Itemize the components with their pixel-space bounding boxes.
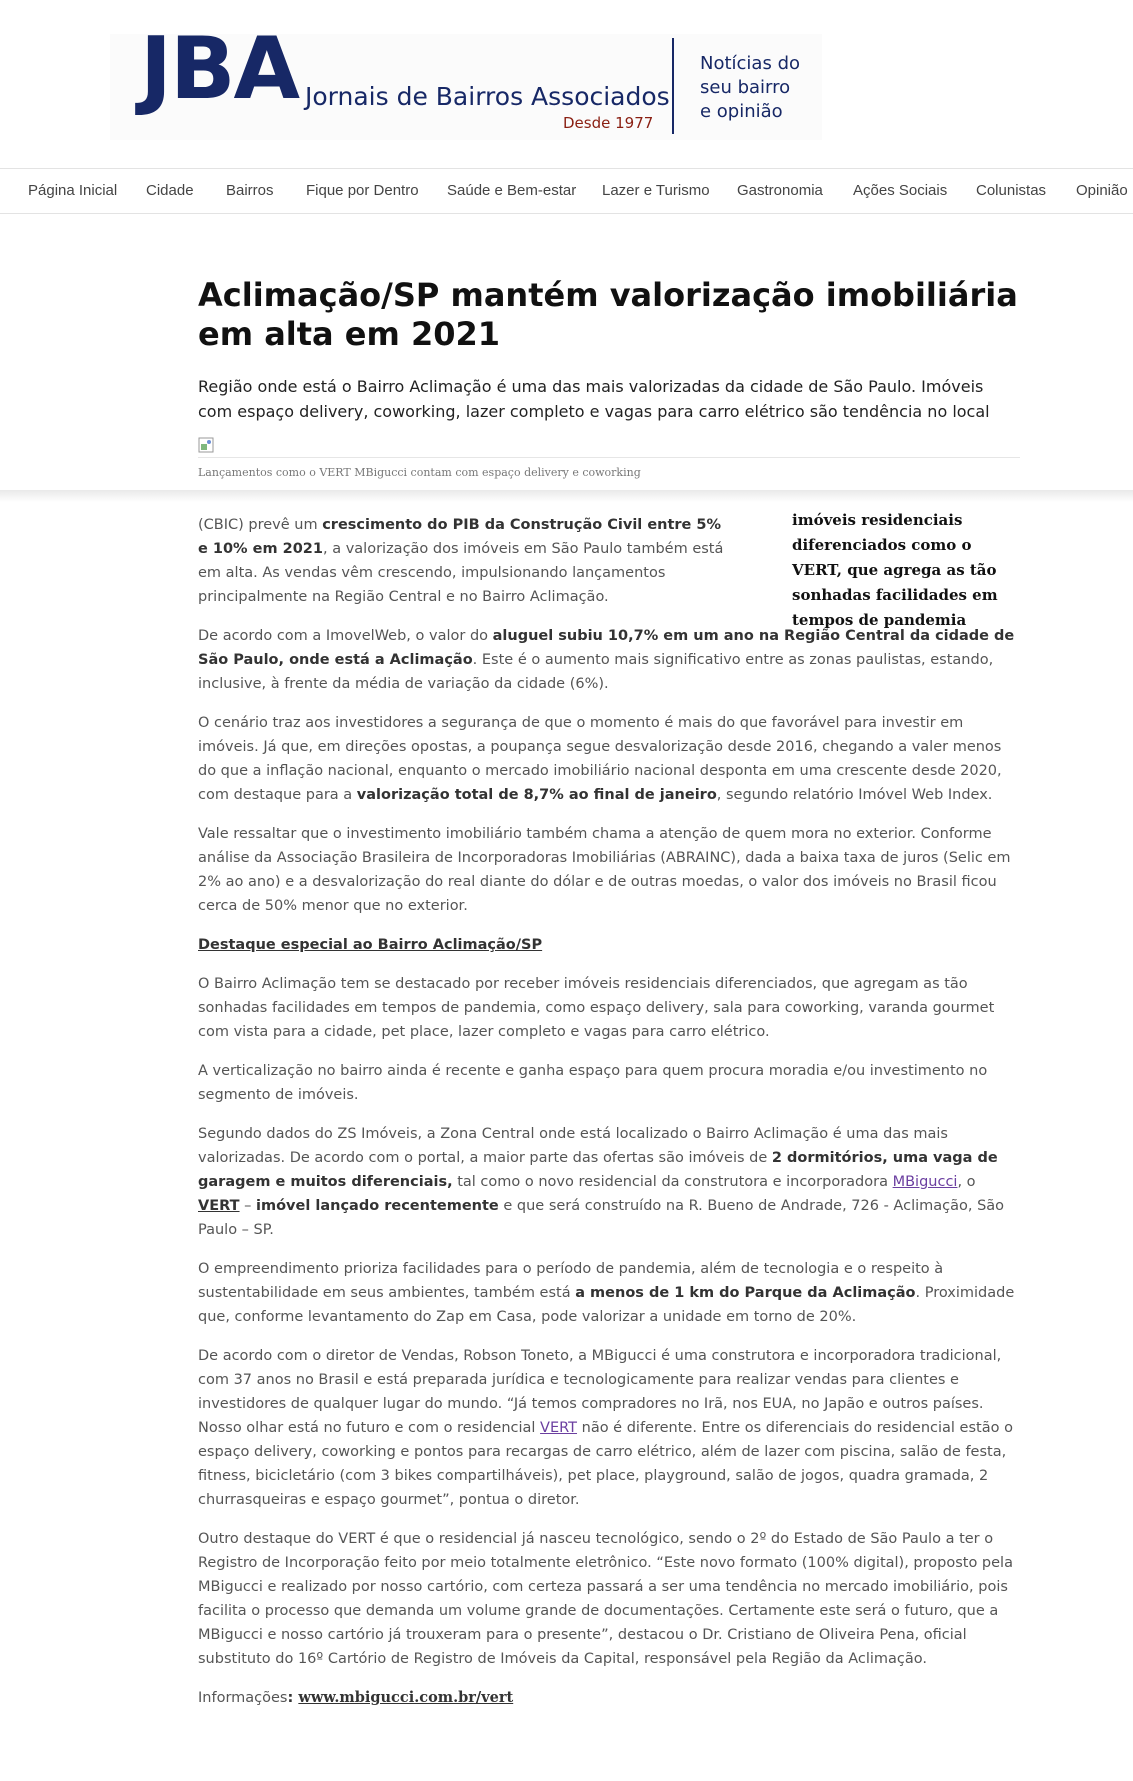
broken-image-icon — [198, 437, 214, 453]
paragraph-6: A verticalização no bairro ainda é recente e ganha espaço para quem procura moradia e/ou investimento no segmento de imóveis. — [198, 1063, 988, 1103]
nav-item-cidade[interactable]: Cidade — [146, 182, 194, 199]
nav-item-lazer-turismo[interactable]: Lazer e Turismo — [602, 182, 710, 199]
logo-tagline — [700, 52, 800, 124]
text: (CBIC) prevê um — [198, 517, 323, 533]
tagline-line-1: Notícias do — [700, 53, 801, 74]
text: , segundo relatório Imóvel Web Index. — [716, 787, 993, 803]
text: , o — [957, 1174, 976, 1190]
text-bold: 2 dormitórios, uma vaga de garagem e muitos diferenciais, — [198, 1150, 998, 1190]
nav-item-opiniao[interactable]: Opinião — [1076, 182, 1128, 199]
text: De acordo com o diretor de Vendas, Robson Toneto, a MBigucci é uma construtora e incorporadora tradicional, com 37 anos no Brasil e está preparada jurídica e tecnologicamente para realizar vendas para clientes e investidores de qualquer lugar do mundo. “Já temos compradores no Irã, nos EUA, no Japão e outros países. Nosso olhar está no futuro e com o residencial — [198, 1348, 1002, 1436]
info-colon: : — [287, 1690, 299, 1706]
text-bold: aluguel subiu 10,7% em um ano na Região Central da cidade de São Paulo, onde está a Aclimação — [198, 628, 1015, 668]
paragraph-10: Outro destaque do VERT é que o residencial já nasceu tecnológico, sendo o 2º do Estado de São Paulo a ter o Registro de Incorporação feito por meio totalmente eletrônico. “Este novo formato (100% digital), proposto pela MBigucci e realizado por nosso cartório, com certeza passará a ser uma tendência no mercado imobiliário, pois facilita o processo que demanda um volume grande de documentações. Certamente este será o futuro, que a MBigucci e nosso cartório já trouxeram para o presente”, destacou o Dr. Cristiano de Oliveira Pena, oficial substituto do 16º Cartório de Registro de Imóveis da Capital, responsável pela Região da Aclimação. — [198, 1531, 1013, 1667]
subhead-text: Destaque especial ao Bairro Aclimação/SP — [198, 937, 543, 953]
logo-since: Desde 1977 — [563, 114, 654, 132]
paragraph-4: Vale ressaltar que o investimento imobiliário também chama a atenção de quem mora no exterior. Conforme análise da Associação Brasileira de Incorporadoras Imobiliárias (ABRAINC), dada a baixa taxa de juros (Selic em 2% ao ano) e a desvalorização do real diante do dólar e de outras moedas, o valor dos imóveis no Brasil ficou cerca de 50% menor que no exterior. — [198, 826, 1011, 914]
text: Segundo dados do ZS Imóveis, a Zona Central onde está localizado o Bairro Aclimação é uma das mais valorizadas. De acordo com o portal, a maior parte das ofertas são imóveis de — [198, 1126, 948, 1166]
text-bold: a menos de 1 km do Parque da Aclimação — [575, 1285, 916, 1301]
paragraph-1 — [198, 513, 728, 609]
nav-item-pagina-inicial[interactable]: Página Inicial — [28, 182, 118, 199]
text: De acordo com a ImovelWeb, o valor do — [198, 628, 493, 644]
paragraph-2 — [198, 624, 1020, 696]
tagline-line-2: seu bairro — [700, 77, 791, 98]
site-logo[interactable] — [110, 19, 822, 140]
website-link[interactable]: www.mbigucci.com.br/vert — [298, 1689, 514, 1706]
text-bold: crescimento do PIB da Construção Civil entre 5% e 10% em 2021 — [198, 517, 722, 557]
logo-mark: JBA — [140, 19, 299, 119]
text: . Este é o aumento mais significativo entre as zonas paulistas, estando, inclusive, à frente da média de variação da cidade (6%). — [198, 652, 994, 692]
text-bold: imóvel lançado recentemente — [256, 1198, 499, 1214]
logo-divider — [672, 38, 674, 134]
article-title: Aclimação/SP mantém valorização imobiliária em alta em 2021 — [198, 276, 1018, 353]
article-dek: Região onde está o Bairro Aclimação é uma das mais valorizadas da cidade de São Paulo. Imóveis com espaço delivery, coworking, lazer completo e vagas para carro elétrico são tendência no local — [198, 377, 990, 421]
tagline-line-3: e opinião — [700, 101, 783, 122]
content-shadow — [0, 490, 1133, 502]
info-line — [198, 1686, 1020, 1710]
site-header — [0, 0, 1133, 168]
main-nav — [0, 168, 1133, 214]
paragraph-5: O Bairro Aclimação tem se destacado por receber imóveis residenciais diferenciados, que agregam as tão sonhadas facilidades em tempos de pandemia, como espaço delivery, sala para coworking, varanda gourmet com vista para a cidade, pet place, lazer completo e vagas para carro elétrico. — [198, 976, 995, 1040]
section-subhead — [198, 933, 1020, 957]
text: , a valorização dos imóveis em São Paulo também está em alta. As vendas vêm crescendo, impulsionando lançamentos principalmente na Região Central e no Bairro Aclimação. — [198, 541, 724, 605]
nav-item-bairros[interactable]: Bairros — [226, 182, 274, 199]
nav-item-saude-bem-estar[interactable]: Saúde e Bem-estar — [447, 182, 577, 199]
pull-quote: imóveis residenciais diferenciados como o VERT, que agrega as tão sonhadas facilidades em tempos de pandemia — [792, 511, 998, 629]
text: – — [239, 1198, 257, 1214]
text: não é diferente. Entre os diferenciais do residencial estão o espaço delivery, coworking e pontos para recargas de carro elétrico, além de lazer com piscina, salão de festa, fitness, bicicletário (com 3 bikes compartilháveis), pet place, playground, salão de jogos, quadra gramada, 2 churrasqueiras e espaço gourmet”, pontua o diretor. — [198, 1420, 1013, 1508]
text: . Proximidade que, conforme levantamento do Zap em Casa, pode valorizar a unidade em torno de 20%. — [198, 1285, 1015, 1325]
article-body — [198, 513, 1020, 1725]
nav-item-gastronomia[interactable]: Gastronomia — [737, 182, 823, 199]
mbigucci-link[interactable]: MBigucci — [892, 1174, 958, 1190]
nav-item-fique-por-dentro[interactable]: Fique por Dentro — [306, 182, 419, 199]
paragraph-9 — [198, 1344, 1020, 1512]
paragraph-7 — [198, 1122, 1020, 1242]
image-divider — [198, 457, 1020, 458]
vert-link[interactable]: VERT — [198, 1198, 240, 1214]
text-bold: valorização total de 8,7% ao final de janeiro — [356, 787, 717, 803]
nav-item-acoes-sociais[interactable]: Ações Sociais — [853, 182, 948, 199]
info-label: Informações — [198, 1690, 288, 1706]
text: tal como o novo residencial da construtora e incorporadora — [452, 1174, 893, 1190]
image-caption: Lançamentos como o VERT MBigucci contam com espaço delivery e coworking — [198, 466, 641, 479]
text: e que será construído na R. Bueno de Andrade, 726 - Aclimação, São Paulo – SP. — [198, 1198, 1005, 1238]
nav-item-colunistas[interactable]: Colunistas — [976, 182, 1047, 199]
text: O cenário traz aos investidores a segurança de que o momento é mais do que favorável para investir em imóveis. Já que, em direções opostas, a poupança segue desvalorização desde 2016, chegando a valer menos do que a inflação nacional, enquanto o mercado imobiliário nacional desponta em uma crescente desde 2020, com destaque para a — [198, 715, 1002, 803]
logo-name: Jornais de Bairros Associados — [305, 82, 670, 111]
vert-link[interactable]: VERT — [540, 1420, 578, 1436]
paragraph-3 — [198, 711, 1020, 807]
text: O empreendimento prioriza facilidades para o período de pandemia, além de tecnologia e o respeito à sustentabilidade em seus ambientes, também está — [198, 1261, 944, 1301]
paragraph-8 — [198, 1257, 1020, 1329]
